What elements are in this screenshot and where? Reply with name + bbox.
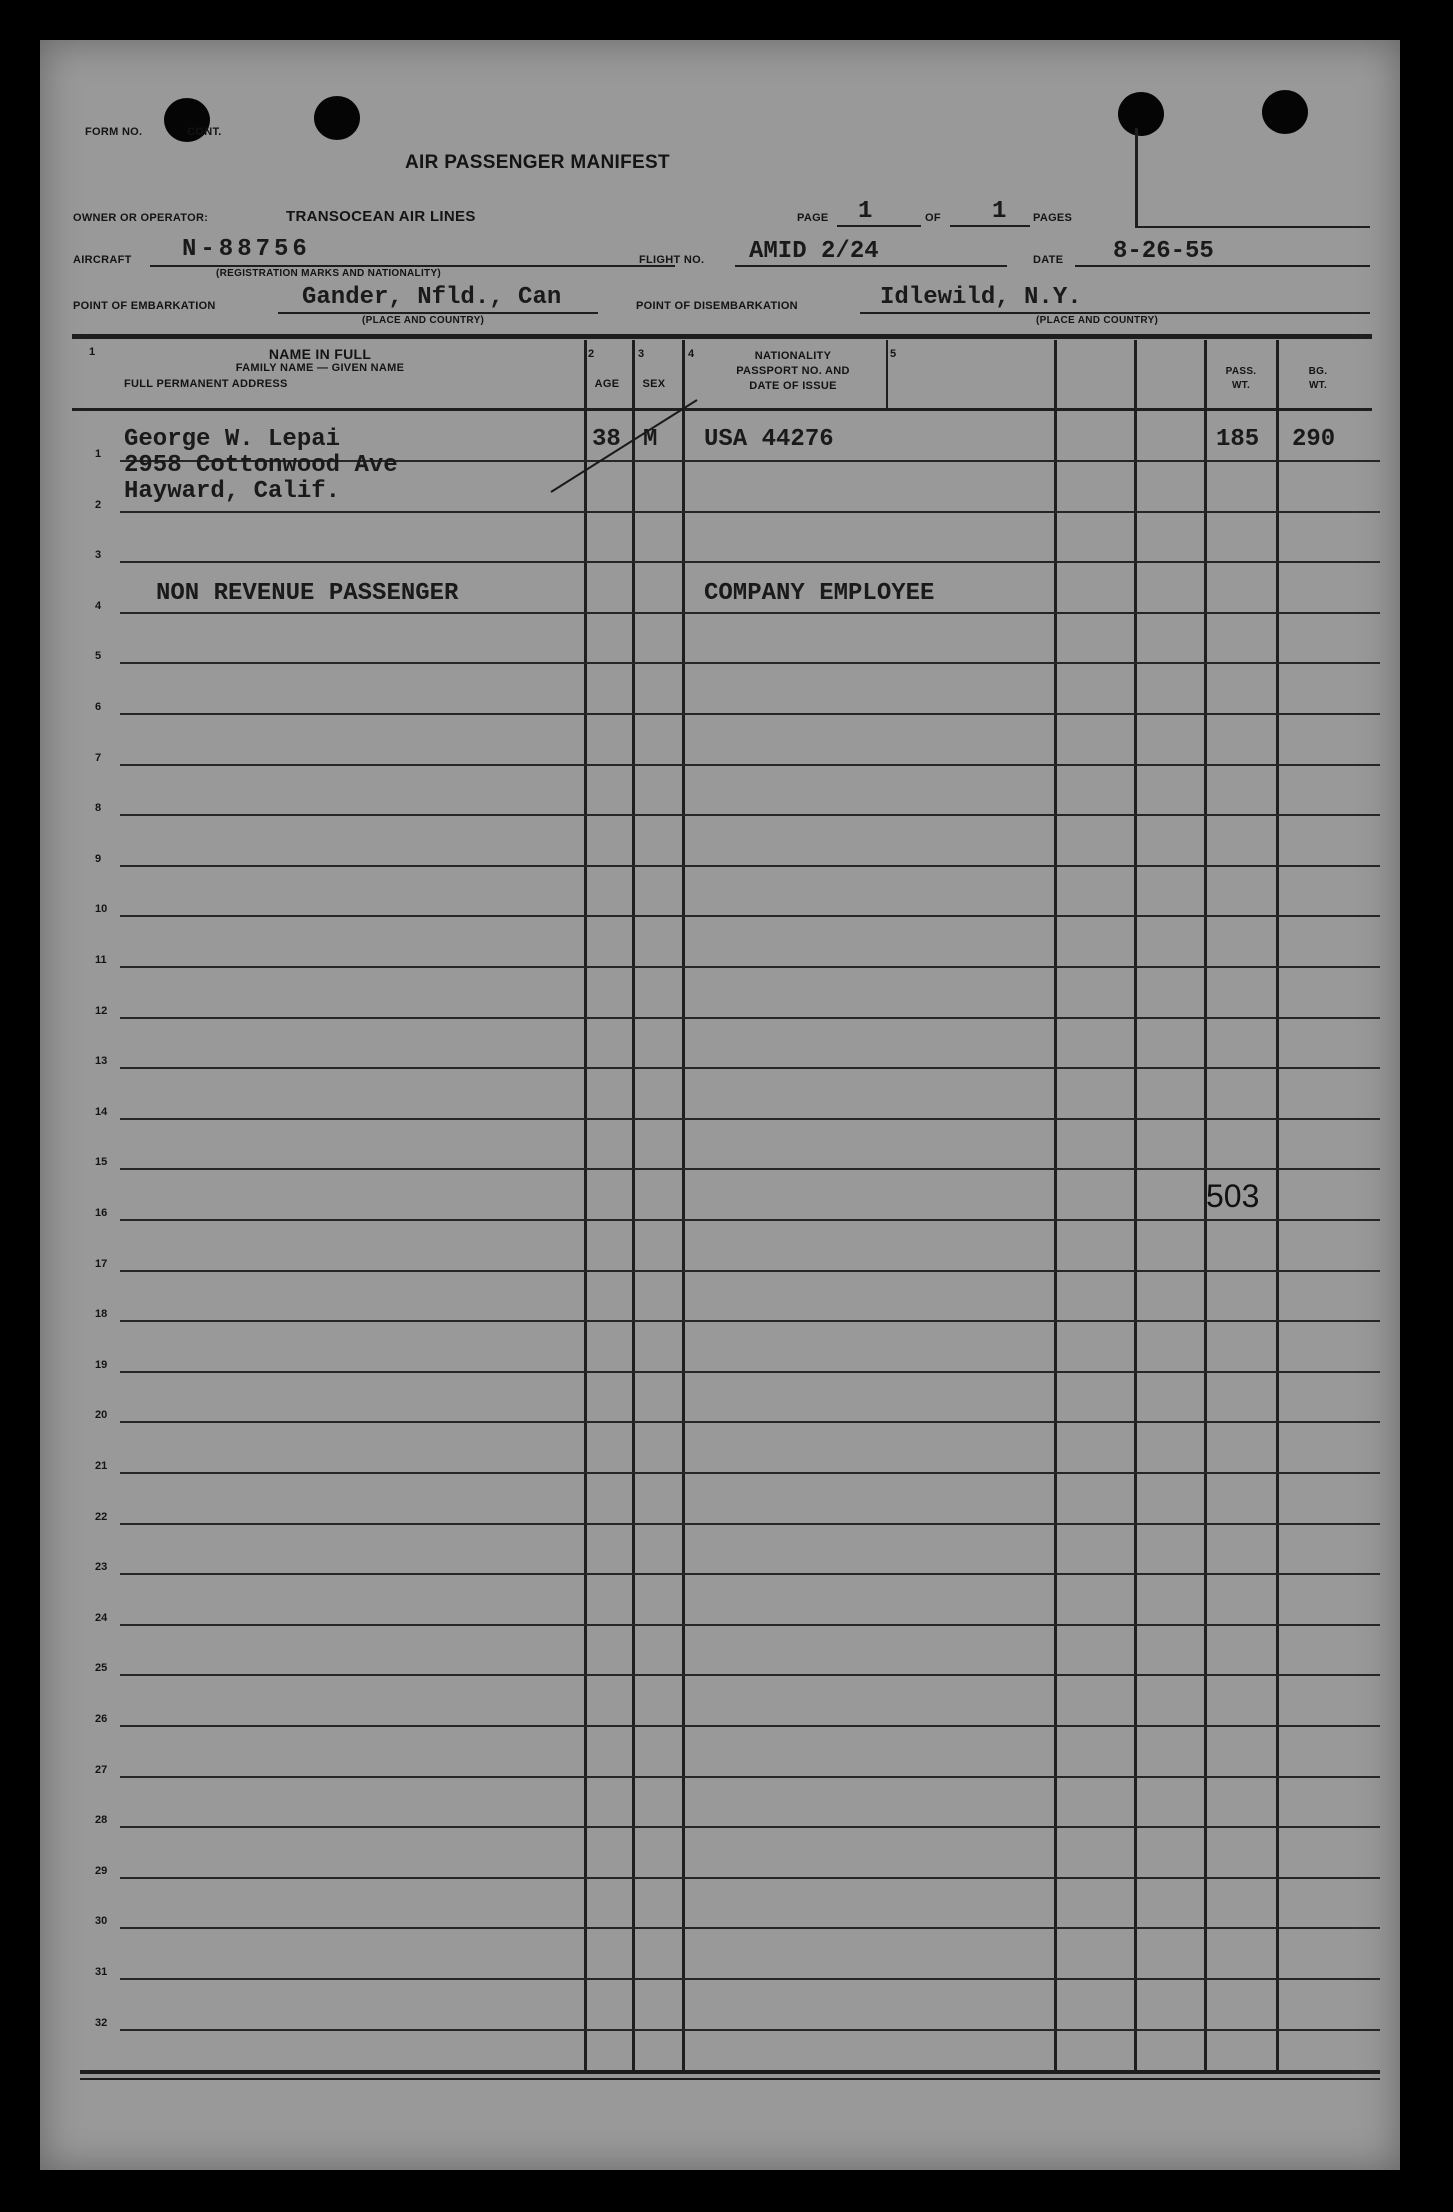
table-row bbox=[120, 865, 1380, 867]
name-title: NAME IN FULL bbox=[268, 346, 372, 362]
passenger-address-2: Hayward, Calif. bbox=[124, 478, 341, 505]
table-row bbox=[120, 814, 1380, 816]
table-row bbox=[120, 1219, 1380, 1221]
disembark-label: POINT OF DISEMBARKATION bbox=[636, 300, 798, 312]
table-row bbox=[120, 764, 1380, 766]
col-line-bag-left bbox=[1276, 340, 1279, 2070]
table-row bbox=[120, 1017, 1380, 1019]
nationality-header-3: DATE OF ISSUE bbox=[749, 380, 837, 392]
punch-hole-4 bbox=[1262, 90, 1308, 134]
aircraft-label: AIRCRAFT bbox=[73, 254, 132, 266]
row-number: 29 bbox=[95, 1865, 108, 1877]
col5-number: 5 bbox=[890, 348, 897, 360]
nationality-header-2: PASSPORT NO. AND bbox=[736, 365, 850, 377]
embark-label: POINT OF EMBARKATION bbox=[73, 300, 216, 312]
row-number: 17 bbox=[95, 1258, 108, 1270]
row-number: 9 bbox=[95, 853, 102, 865]
header-rule bbox=[72, 334, 1372, 339]
embark-sub: (PLACE AND COUNTRY) bbox=[362, 315, 485, 326]
row-number: 8 bbox=[95, 802, 102, 814]
non-revenue-note: NON REVENUE PASSENGER bbox=[156, 580, 459, 607]
row-number: 12 bbox=[95, 1005, 108, 1017]
embark-value: Gander, Nfld., Can bbox=[302, 284, 562, 311]
passenger-pass-wt: 185 bbox=[1216, 426, 1260, 453]
form-no-label: FORM NO. bbox=[85, 126, 143, 138]
sex-header: SEX bbox=[642, 378, 666, 390]
table-row bbox=[120, 612, 1380, 614]
bag-wt-header-1: BG. bbox=[1308, 366, 1328, 377]
row-number: 32 bbox=[95, 2017, 108, 2029]
row-number: 23 bbox=[95, 1561, 108, 1573]
passenger-sex: M bbox=[643, 426, 658, 453]
stamp-box-left bbox=[1135, 128, 1138, 228]
table-row bbox=[120, 561, 1380, 563]
row-number: 18 bbox=[95, 1308, 108, 1320]
nationality-header-1: NATIONALITY bbox=[754, 350, 832, 362]
row-number: 6 bbox=[95, 701, 102, 713]
page-label: PAGE bbox=[797, 212, 829, 224]
col-line-age-left bbox=[584, 340, 587, 2070]
col4-number: 4 bbox=[688, 348, 695, 360]
age-header: AGE bbox=[594, 378, 620, 390]
table-row bbox=[120, 1371, 1380, 1373]
punch-hole-3 bbox=[1118, 92, 1164, 136]
flight-value: AMID 2/24 bbox=[749, 238, 879, 265]
row-number: 27 bbox=[95, 1764, 108, 1776]
pen-strike-mark bbox=[545, 392, 705, 502]
owner-value: TRANSOCEAN AIR LINES bbox=[286, 208, 476, 225]
table-row bbox=[120, 713, 1380, 715]
table-row bbox=[120, 511, 1380, 513]
column-header-rule bbox=[72, 408, 1372, 411]
row-number: 1 bbox=[95, 448, 102, 460]
row-number: 24 bbox=[95, 1612, 108, 1624]
table-row bbox=[120, 1421, 1380, 1423]
aircraft-value: N-88756 bbox=[182, 236, 311, 263]
of-value: 1 bbox=[992, 198, 1007, 225]
flight-label: FLIGHT NO. bbox=[639, 254, 705, 266]
table-row bbox=[120, 1067, 1380, 1069]
col3-number: 3 bbox=[638, 348, 645, 360]
passenger-age: 38 bbox=[592, 426, 621, 453]
passenger-name: George W. Lepai bbox=[124, 426, 341, 453]
row-number: 16 bbox=[95, 1207, 108, 1219]
name-sub2: FULL PERMANENT ADDRESS bbox=[124, 378, 288, 390]
pass-wt-header-1: PASS. bbox=[1225, 366, 1257, 377]
aircraft-sub: (REGISTRATION MARKS AND NATIONALITY) bbox=[216, 268, 442, 279]
row-number: 10 bbox=[95, 903, 108, 915]
table-row bbox=[120, 662, 1380, 664]
date-value: 8-26-55 bbox=[1113, 238, 1214, 265]
row-number: 15 bbox=[95, 1156, 108, 1168]
col2-number: 2 bbox=[588, 348, 595, 360]
punch-hole-2 bbox=[314, 96, 360, 140]
disembark-value: Idlewild, N.Y. bbox=[880, 284, 1082, 311]
row-number: 14 bbox=[95, 1106, 108, 1118]
row-number: 21 bbox=[95, 1460, 108, 1472]
table-row bbox=[120, 2029, 1380, 2031]
bag-wt-header-2: WT. bbox=[1308, 380, 1328, 391]
col-line-sex-left bbox=[632, 340, 635, 2070]
row-number: 19 bbox=[95, 1359, 108, 1371]
date-label: DATE bbox=[1033, 254, 1064, 266]
page-value: 1 bbox=[858, 198, 873, 225]
company-employee-note: COMPANY EMPLOYEE bbox=[704, 580, 935, 607]
bottom-rule bbox=[80, 2070, 1380, 2074]
row-number: 2 bbox=[95, 499, 102, 511]
row-number: 31 bbox=[95, 1966, 108, 1978]
row-number: 11 bbox=[95, 954, 107, 966]
name-sub1: FAMILY NAME — GIVEN NAME bbox=[235, 362, 405, 374]
row-number: 3 bbox=[95, 549, 102, 561]
table-row bbox=[120, 915, 1380, 917]
col-line-nat-left bbox=[682, 340, 685, 2070]
col-line-6-right bbox=[1134, 340, 1137, 2070]
table-row bbox=[120, 966, 1380, 968]
row-number: 4 bbox=[95, 600, 102, 612]
pages-label: PAGES bbox=[1033, 212, 1073, 224]
manifest-title: AIR PASSENGER MANIFEST bbox=[405, 152, 670, 173]
table-row bbox=[120, 1725, 1380, 1727]
table-row bbox=[120, 1573, 1380, 1575]
stamp-box-bottom bbox=[1135, 226, 1370, 228]
row-number: 13 bbox=[95, 1055, 108, 1067]
row-number: 25 bbox=[95, 1662, 108, 1674]
row-number: 22 bbox=[95, 1511, 108, 1523]
col-line-5-right bbox=[1054, 340, 1057, 2070]
table-row bbox=[120, 1472, 1380, 1474]
table-row bbox=[120, 1270, 1380, 1272]
of-label: OF bbox=[925, 212, 941, 224]
row-number: 7 bbox=[95, 752, 102, 764]
manifest-sheet bbox=[40, 40, 1400, 2170]
table-row bbox=[120, 1776, 1380, 1778]
table-row bbox=[120, 1826, 1380, 1828]
table-row bbox=[120, 1320, 1380, 1322]
table-row bbox=[120, 1118, 1380, 1120]
col1-number: 1 bbox=[89, 346, 96, 358]
row-number: 20 bbox=[95, 1409, 108, 1421]
row-number: 26 bbox=[95, 1713, 108, 1725]
table-row bbox=[120, 1877, 1380, 1879]
disembark-sub: (PLACE AND COUNTRY) bbox=[1036, 315, 1159, 326]
table-row bbox=[120, 1978, 1380, 1980]
table-row bbox=[120, 1927, 1380, 1929]
passenger-bag-wt: 290 bbox=[1292, 426, 1336, 453]
weight-total-stamp: 503 bbox=[1206, 1178, 1260, 1214]
cont-label: CONT. bbox=[187, 126, 222, 138]
row-number: 5 bbox=[95, 650, 102, 662]
table-row bbox=[120, 1674, 1380, 1676]
table-row bbox=[120, 1624, 1380, 1626]
table-row bbox=[120, 1523, 1380, 1525]
pass-wt-header-2: WT. bbox=[1231, 380, 1251, 391]
table-row bbox=[120, 1168, 1380, 1170]
row-number: 28 bbox=[95, 1814, 108, 1826]
passenger-address-1: 2958 Cottonwood Ave bbox=[124, 452, 398, 479]
passenger-passport: USA 44276 bbox=[704, 426, 834, 453]
owner-label: OWNER OR OPERATOR: bbox=[73, 212, 209, 224]
row-number: 30 bbox=[95, 1915, 108, 1927]
